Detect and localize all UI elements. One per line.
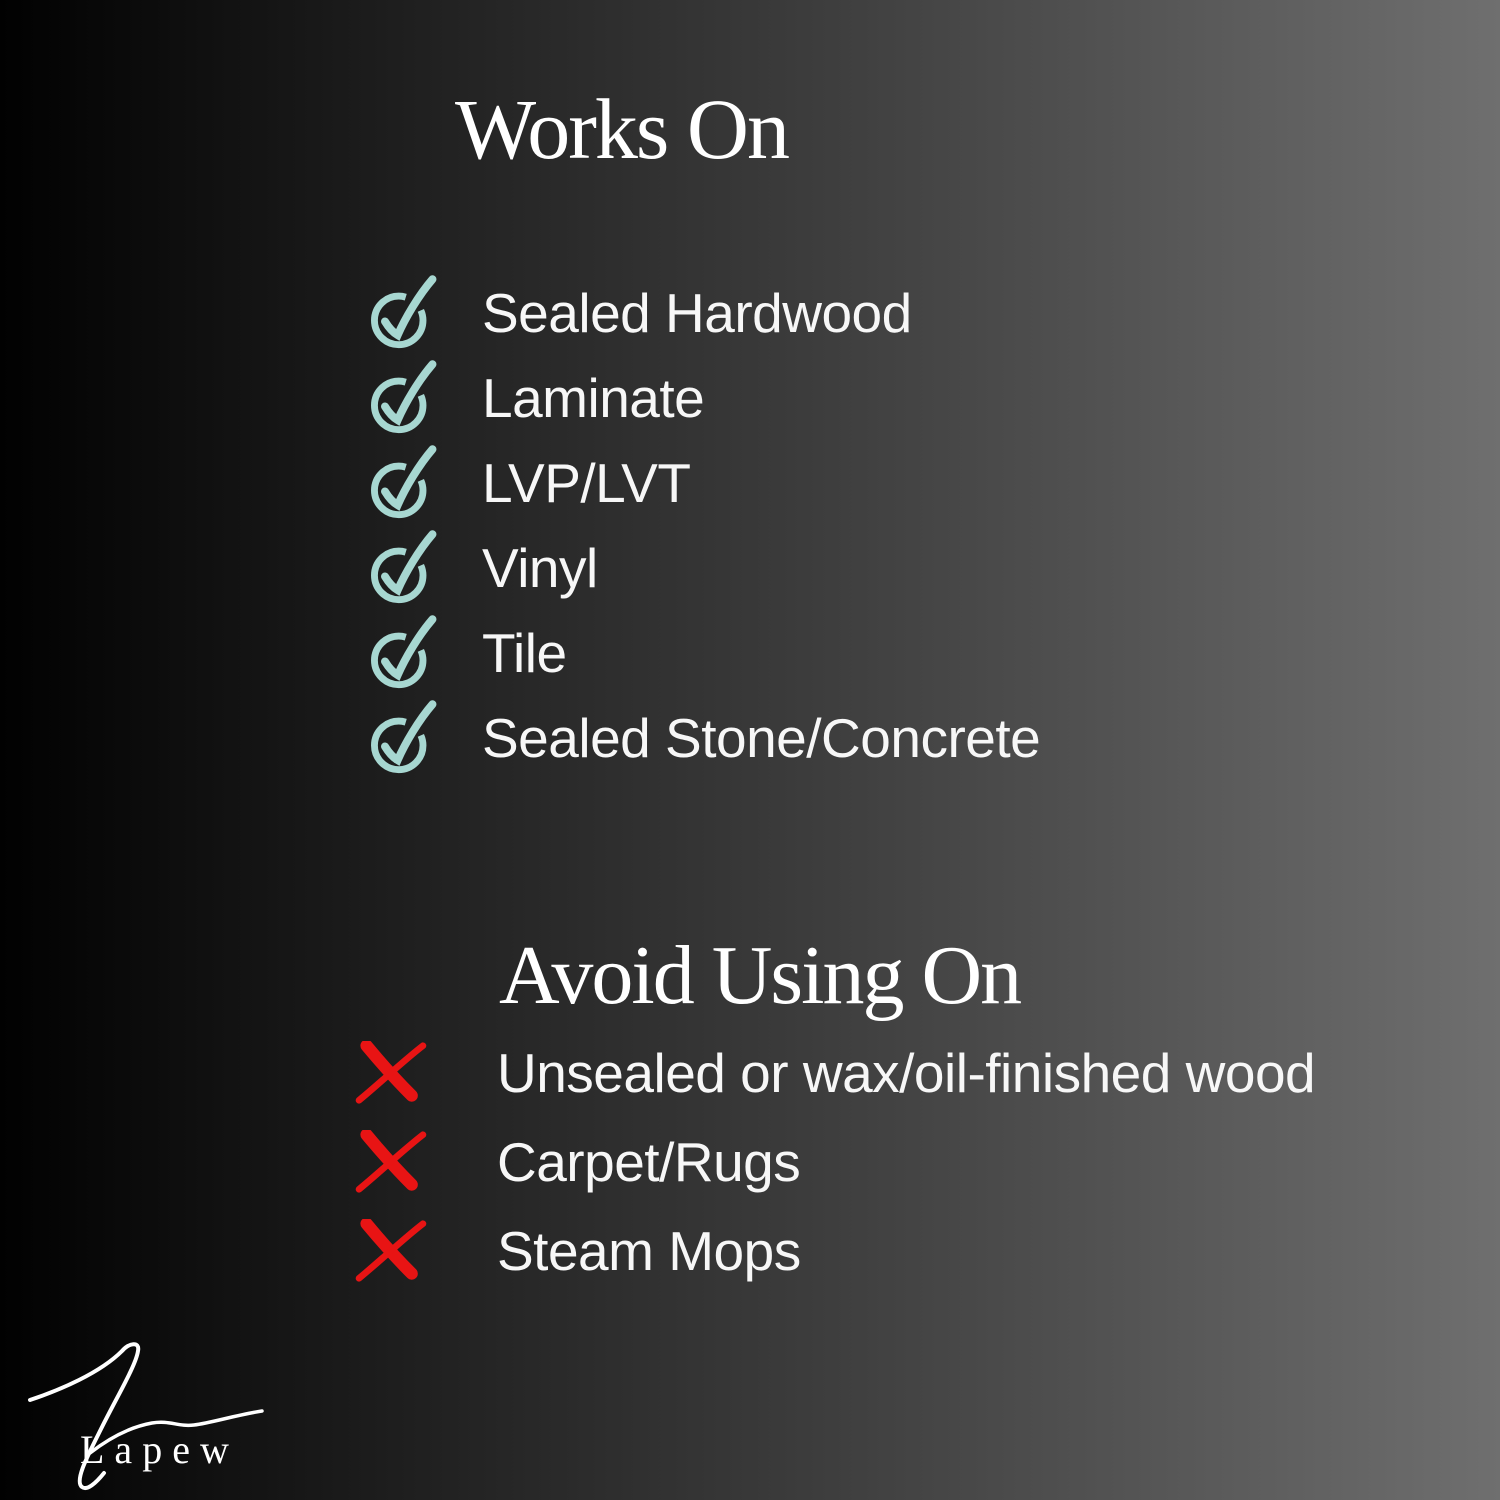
avoid-item-label: Unsealed or wax/oil-finished wood xyxy=(497,1042,1316,1104)
works-list-item xyxy=(370,525,1040,610)
brand-wordmark: Lapew xyxy=(80,1427,239,1472)
check-circle-icon xyxy=(370,530,438,606)
works-item-label: Tile xyxy=(482,622,567,684)
works-list-item xyxy=(370,355,1040,440)
avoid-list-item xyxy=(352,1117,1315,1206)
x-mark-icon xyxy=(352,1130,430,1194)
works-list xyxy=(370,270,1040,780)
avoid-item-label: Carpet/Rugs xyxy=(497,1131,801,1193)
works-item-label: LVP/LVT xyxy=(482,452,691,514)
check-circle-icon xyxy=(370,615,438,691)
avoid-list xyxy=(352,1028,1315,1295)
works-list-item xyxy=(370,270,1040,355)
works-item-label: Sealed Hardwood xyxy=(482,282,912,344)
avoid-list-item xyxy=(352,1028,1315,1117)
works-list-item xyxy=(370,440,1040,525)
works-item-label: Laminate xyxy=(482,367,705,429)
works-on-title: Works On xyxy=(455,81,788,177)
avoid-using-on-title: Avoid Using On xyxy=(499,929,1021,1022)
x-mark-icon xyxy=(352,1041,430,1105)
avoid-list-item xyxy=(352,1206,1315,1295)
check-circle-icon xyxy=(370,275,438,351)
check-circle-icon xyxy=(370,700,438,776)
works-item-label: Vinyl xyxy=(482,537,598,599)
works-item-label: Sealed Stone/Concrete xyxy=(482,707,1041,769)
check-circle-icon xyxy=(370,360,438,436)
works-list-item xyxy=(370,610,1040,695)
avoid-item-label: Steam Mops xyxy=(497,1220,801,1282)
works-list-item xyxy=(370,695,1040,780)
brand-logo xyxy=(30,1335,300,1500)
script-l-flourish-icon xyxy=(30,1335,300,1500)
check-circle-icon xyxy=(370,445,438,521)
x-mark-icon xyxy=(352,1219,430,1283)
